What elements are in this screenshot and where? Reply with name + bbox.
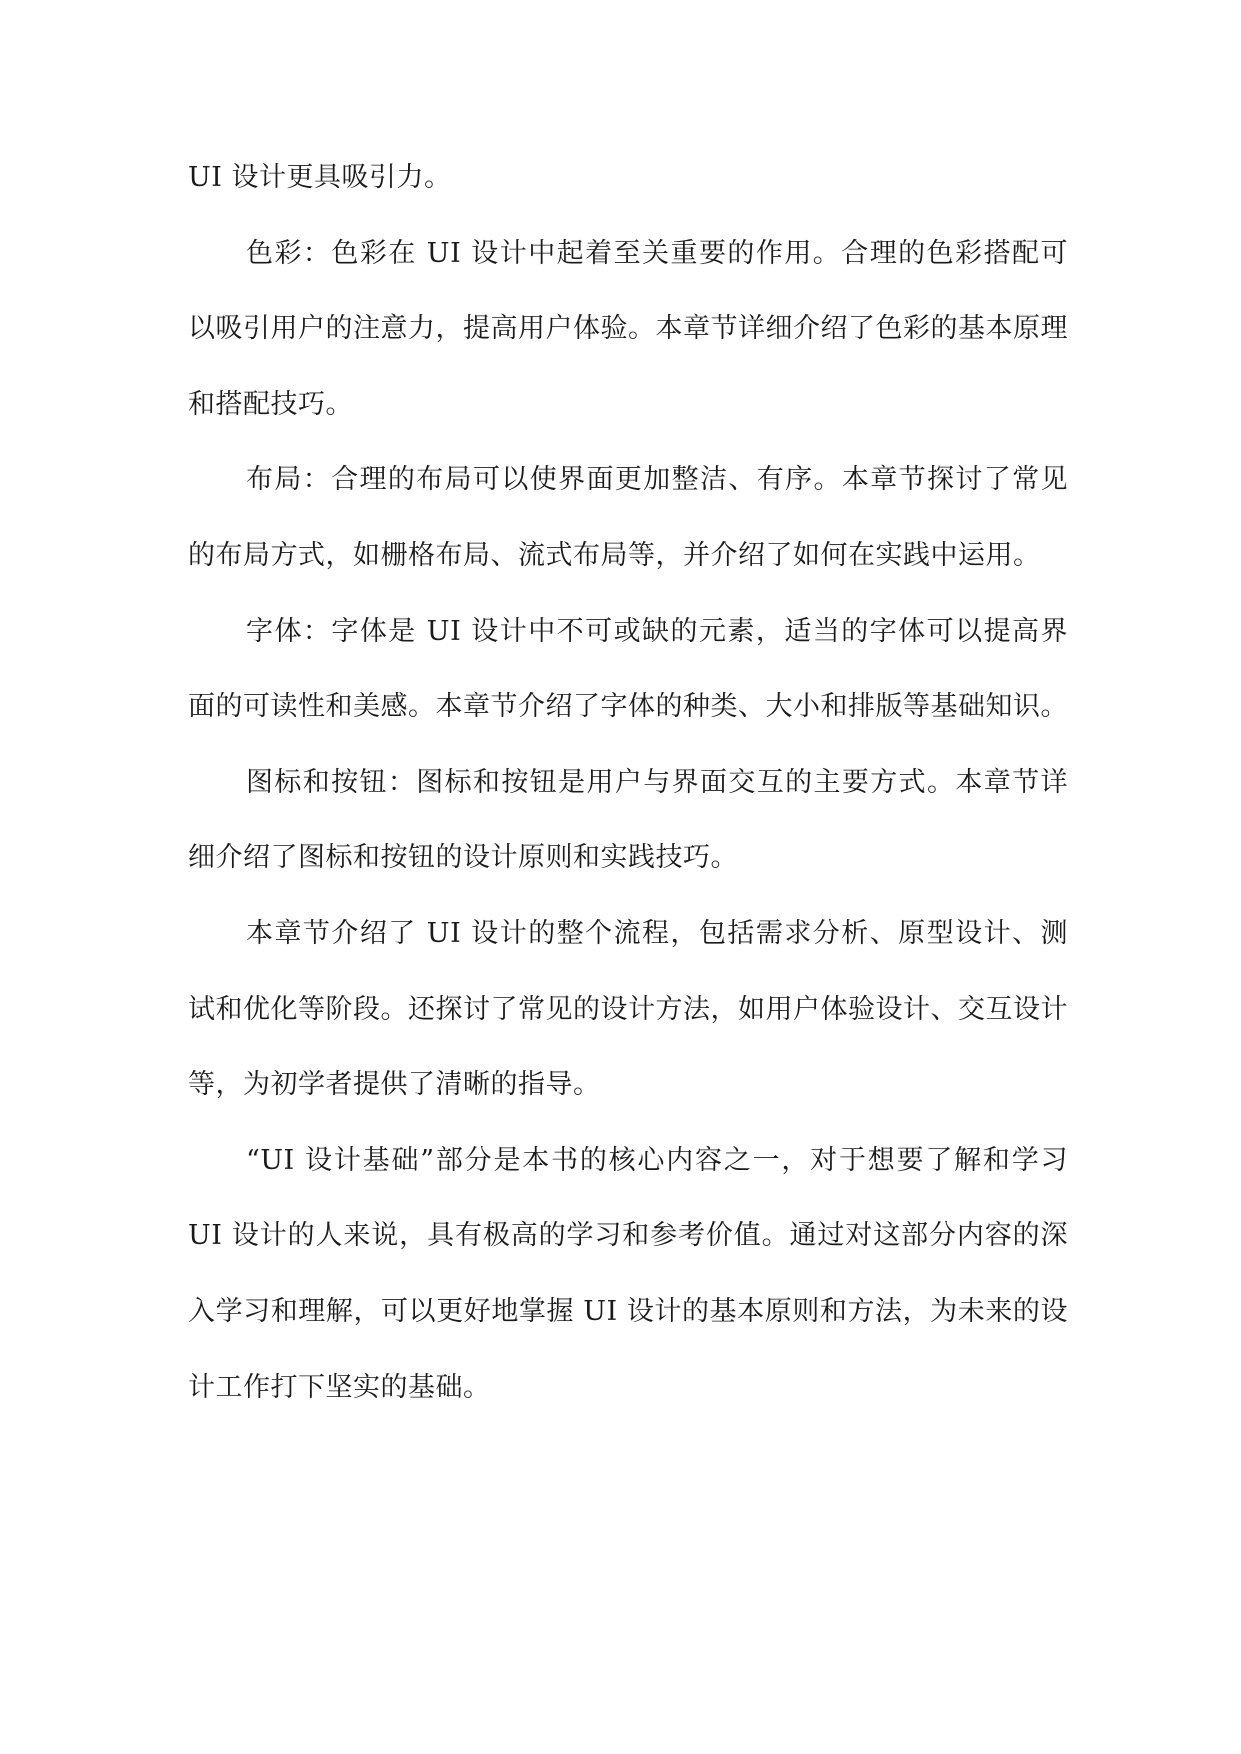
paragraph-continuation: UI 设计更具吸引力。	[188, 162, 452, 193]
paragraph-design-process: 本章节介绍了 UI 设计的整个流程，包括需求分析、原型设计、测试和优化等阶段。还探讨了常见的设计方法，如用户体验设计、交互设计等，为初学者提供了清晰的指导。	[188, 917, 1068, 1101]
paragraph-summary: “UI 设计基础”部分是本书的核心内容之一，对于想要了解和学习 UI 设计的人来说，具有极高的学习和参考价值。通过对这部分内容的深入学习和理解，可以更好地掌握 UI 设计的基本原则和方法，为未来的设计工作打下坚实的基础。	[188, 1144, 1068, 1403]
paragraph-typography: 字体：字体是 UI 设计中不可或缺的元素，适当的字体可以提高界面的可读性和美感。本章节介绍了字体的种类、大小和排版等基础知识。	[188, 615, 1068, 723]
paragraph-icons-buttons: 图标和按钮：图标和按钮是用户与界面交互的主要方式。本章节详细介绍了图标和按钮的设计原则和实践技巧。	[188, 766, 1068, 874]
paragraph-color: 色彩：色彩在 UI 设计中起着至关重要的作用。合理的色彩搭配可以吸引用户的注意力，提高用户体验。本章节详细介绍了色彩的基本原理和搭配技巧。	[188, 237, 1068, 420]
document-body	[188, 140, 1068, 1425]
paragraph-layout: 布局：合理的布局可以使界面更加整洁、有序。本章节探讨了常见的布局方式，如栅格布局、流式布局等，并介绍了如何在实践中运用。	[188, 464, 1068, 571]
